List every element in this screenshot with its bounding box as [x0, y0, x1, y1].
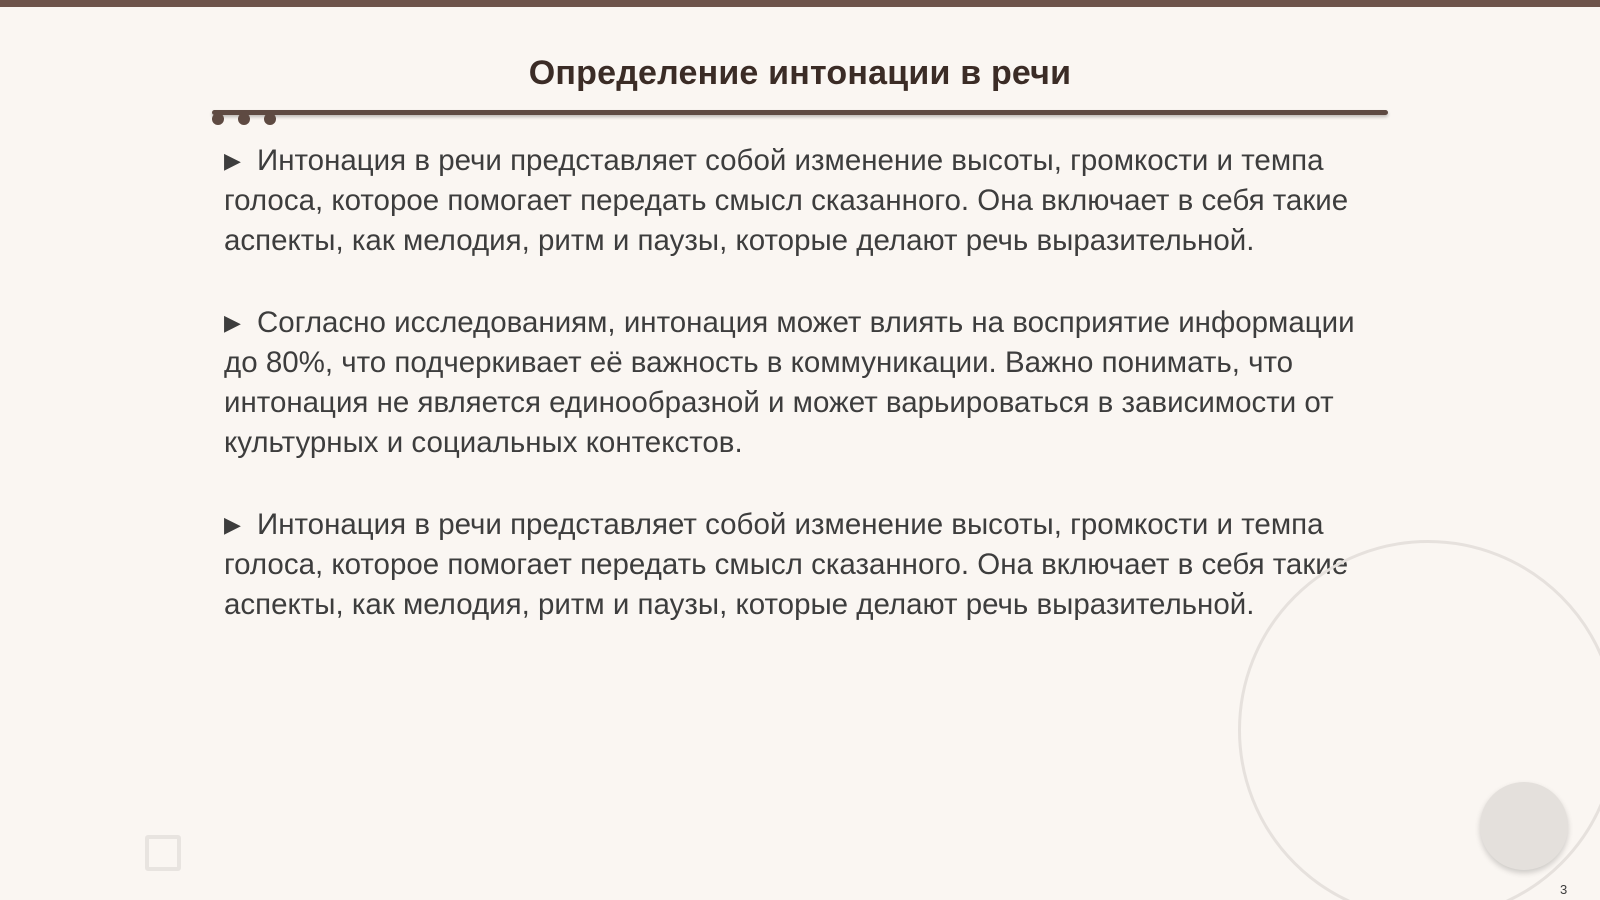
page-number: 3	[1560, 882, 1568, 897]
decor-circle	[1480, 782, 1568, 870]
decor-dot	[238, 113, 250, 125]
decor-dot	[264, 113, 276, 125]
paragraph-text: Согласно исследованиям, интонация может влиять на восприятие информации до 80%, что подчеркивает её важность в коммуникации. Важно понимать, что интонация не является единообразной и может варьироваться в зависимости от культурных и социальных контекстов.	[224, 306, 1355, 459]
top-accent-bar	[0, 0, 1600, 7]
paragraph-text: Интонация в речи представляет собой изменение высоты, громкости и темпа голоса, которое помогает передать смысл сказанного. Она включает в себя такие аспекты, как мелодия, ритм и паузы, которые делают речь выразительной.	[224, 508, 1349, 621]
decor-dot	[212, 113, 224, 125]
paragraph-text: Интонация в речи представляет собой изменение высоты, громкости и темпа голоса, которое помогает передать смысл сказанного. Она включает в себя такие аспекты, как мелодия, ритм и паузы, которые делают речь выразительной.	[224, 144, 1349, 257]
decor-square	[145, 835, 181, 871]
triangle-bullet-icon: ▶	[224, 148, 241, 173]
slide-body	[224, 141, 1374, 667]
bullet-paragraph	[224, 303, 1374, 463]
bullet-paragraph	[224, 141, 1374, 261]
bullet-paragraph	[224, 505, 1374, 625]
slide-title: Определение интонации в речи	[528, 54, 1072, 92]
title-underline	[212, 110, 1388, 115]
triangle-bullet-icon: ▶	[224, 310, 241, 335]
triangle-bullet-icon: ▶	[224, 512, 241, 537]
